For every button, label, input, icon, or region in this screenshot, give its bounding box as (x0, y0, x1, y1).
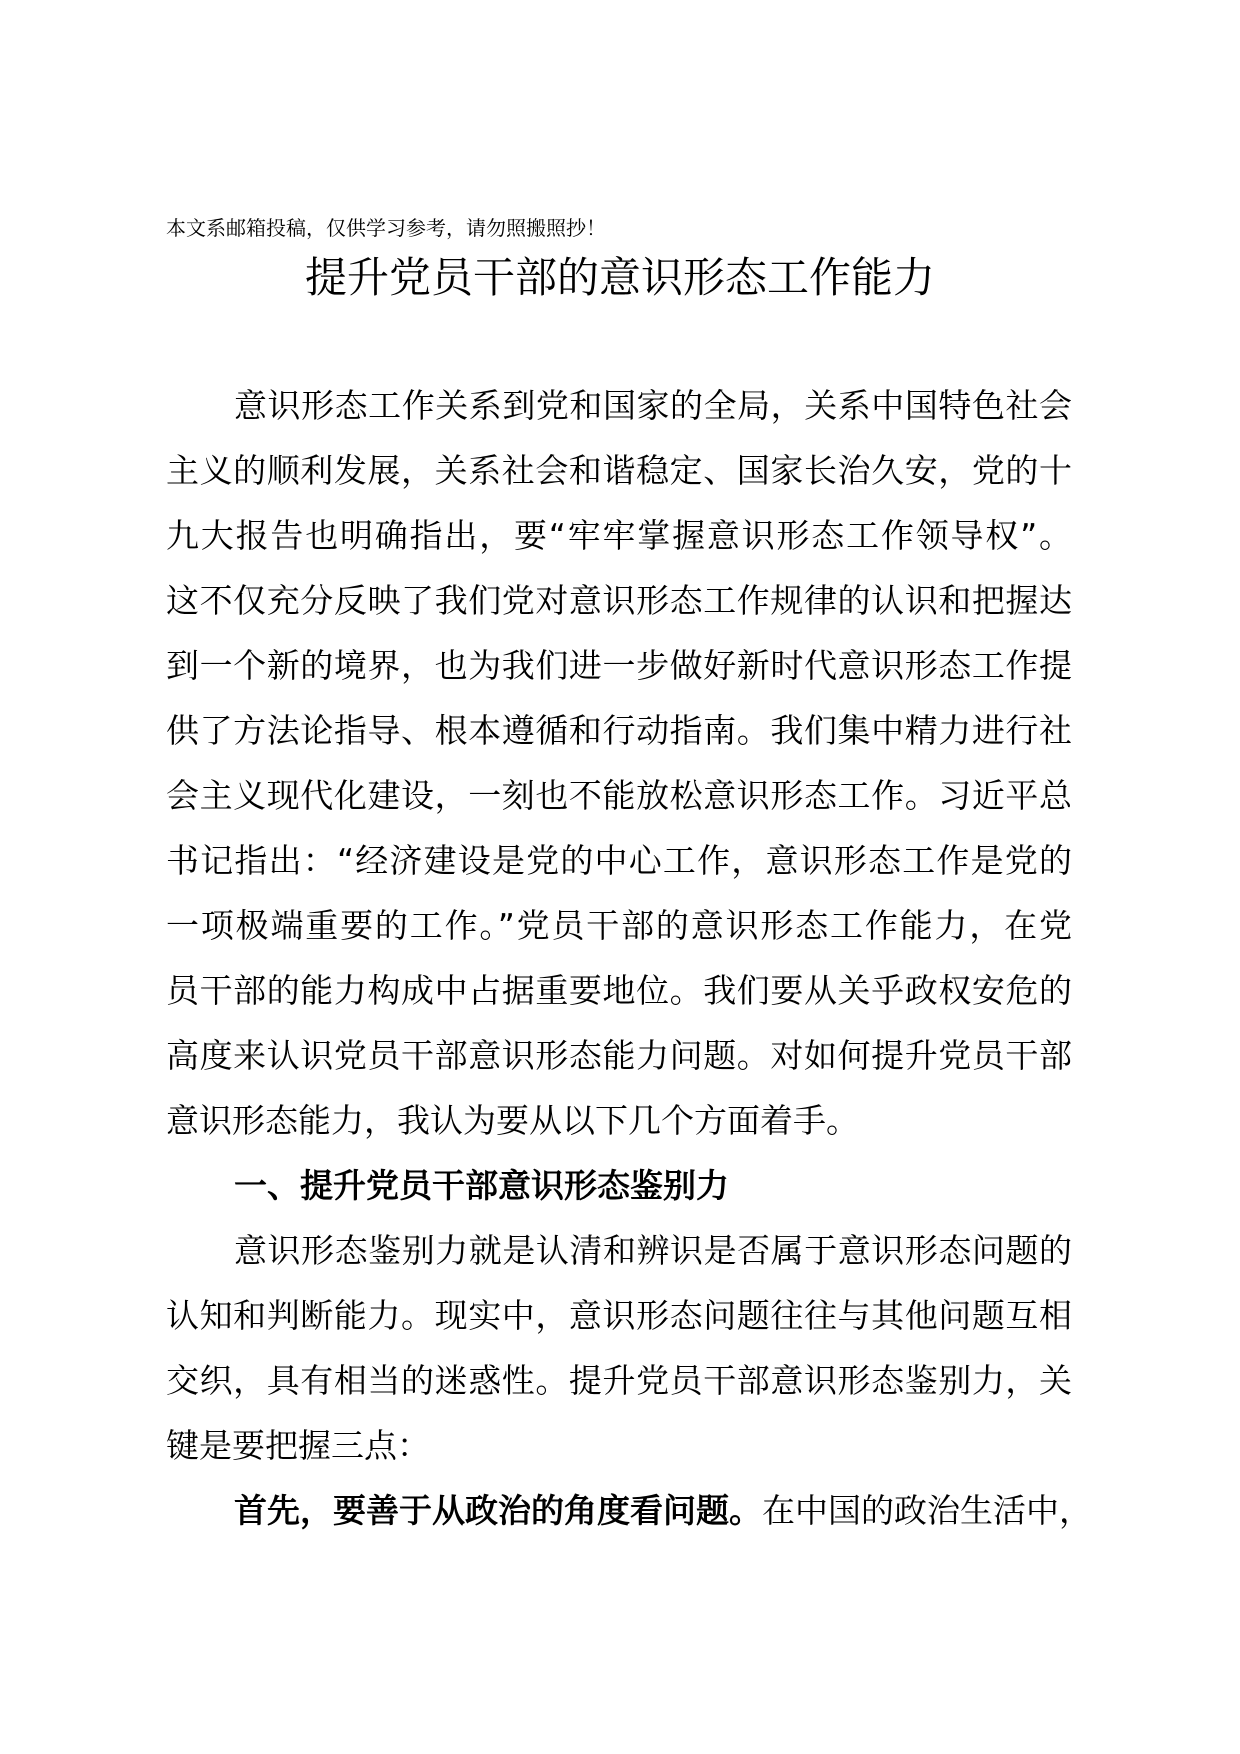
text-line: 高度来认识党员干部意识形态能力问题。对如何提升党员干部 (166, 1036, 1072, 1075)
text-line: 会主义现代化建设，一刻也不能放松意识形态工作。习近平总 (166, 776, 1072, 815)
text-line: 这不仅充分反映了我们党对意识形态工作规律的认识和把握达 (166, 581, 1072, 620)
bold-lead: 首先，要善于从政治的角度看问题。 (234, 1491, 762, 1530)
text-line: 主义的顺利发展，关系社会和谐稳定、国家长治久安，党的十 (166, 451, 1072, 490)
paragraph-1 (166, 373, 1072, 1153)
paragraph-2 (166, 1218, 1072, 1478)
paragraph-3 (166, 1478, 1092, 1543)
notice-text: 本文系邮箱投稿，仅供学习参考，请勿照搬照抄！ (166, 216, 606, 240)
text-line: 意识形态能力，我认为要从以下几个方面着手。 (166, 1101, 859, 1140)
text-line: 交织，具有相当的迷惑性。提升党员干部意识形态鉴别力，关 (166, 1361, 1072, 1400)
text-line: 供了方法论指导、根本遵循和行动指南。我们集中精力进行社 (166, 711, 1072, 750)
section-heading: 一、提升党员干部意识形态鉴别力 (234, 1166, 729, 1205)
text-line: 九大报告也明确指出，要“牢牢掌握意识形态工作领导权”。 (166, 516, 1072, 555)
text-line: 意识形态鉴别力就是认清和辨识是否属于意识形态问题的 (234, 1231, 1072, 1270)
text-line: 意识形态工作关系到党和国家的全局，关系中国特色社会 (234, 386, 1072, 425)
text-line: 员干部的能力构成中占据重要地位。我们要从关乎政权安危的 (166, 971, 1072, 1010)
text-line: 在中国的政治生活中， (762, 1491, 1092, 1530)
document-body (166, 373, 1092, 1543)
text-line: 一项极端重要的工作。”党员干部的意识形态工作能力，在党 (166, 906, 1072, 945)
text-line: 到一个新的境界，也为我们进一步做好新时代意识形态工作提 (166, 646, 1072, 685)
text-line: 书记指出：“经济建设是党的中心工作，意识形态工作是党的 (166, 841, 1072, 880)
text-line: 认知和判断能力。现实中，意识形态问题往往与其他问题互相 (166, 1296, 1072, 1335)
text-line: 键是要把握三点： (166, 1426, 430, 1465)
document-title: 提升党员干部的意识形态工作能力 (304, 253, 935, 302)
